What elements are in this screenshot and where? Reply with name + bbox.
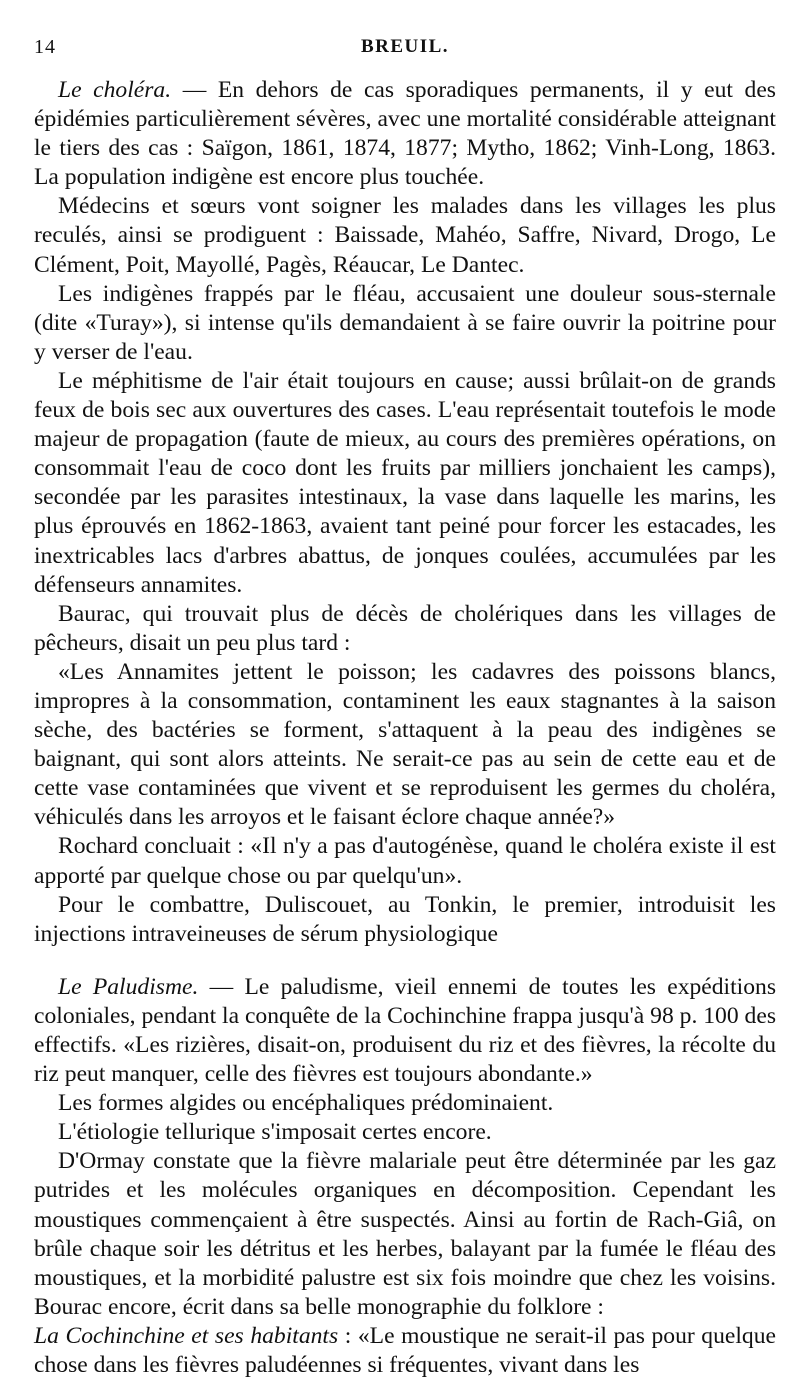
section-title-cholera: Le choléra.: [58, 77, 172, 103]
running-title: BREUIL.: [360, 36, 450, 57]
paragraph: Rochard concluait : «Il n'y a pas d'autogénèse, quand le choléra existe il est apporté par quelque chose ou par quelqu'un».: [34, 833, 776, 889]
body-text: [34, 76, 776, 1380]
paragraph: Les indigènes frappés par le fléau, accusaient une douleur sous-sternale (dite «Turay»), si intense qu'ils demandaient à se faire ouvrir la poitrine pour y verser de l'eau.: [34, 280, 776, 365]
paragraph: D'Ormay constate que la fièvre malariale peut être déterminée par les gaz putrides et les molécules organiques en décomposition. Cependant les moustiques commençaient à être suspectés. Ainsi au fortin de Rach-Giâ, on brûle chaque soir les détritus et les herbes, balayant par la fumée le fléau des moustiques, et la morbidité palustre est six fois moindre que chez les voisins. Bourac encore, écrit dans sa belle monographie du folklore :: [34, 1148, 776, 1320]
paragraph: Pour le combattre, Duliscouet, au Tonkin, le premier, introduisit les injections intraveineuses de sérum physiologique: [34, 891, 776, 947]
paragraph-text: — En dehors de cas sporadiques permanents, il y eut des épidémies particulièrement sévères, avec une mortalité considérable atteignant le tiers des cas : Saïgon, 1861, 1874, 1877; Mytho, 1862; Vinh-Long, 1863. La population indigène est encore plus touchée.: [34, 77, 776, 191]
paragraph: Le méphitisme de l'air était toujours en cause; aussi brûlait-on de grands feux de bois sec aux ouvertures des cases. L'eau représentait toutefois le mode majeur de propagation (faute de mieux, au cours des premières opérations, on consommait l'eau de coco dont les fruits par milliers jonchaient les camps), secondée par les parasites intestinaux, la vase dans laquelle les marins, les plus éprouvés en 1862-1863, avaient tant peiné pour forcer les estacades, les inextricables lacs d'arbres abattus, de jonques coulées, accumulées par les défenseurs annamites.: [34, 367, 776, 598]
paragraph-last: [34, 1322, 776, 1380]
paragraph: Médecins et sœurs vont soigner les malades dans les villages les plus reculés, ainsi se prodiguent : Baissade, Mahéo, Saffre, Nivard, Drogo, Le Clément, Poit, Mayollé, Pagès, Réaucar, Le Dantec.: [34, 193, 776, 278]
paragraph: Baurac, qui trouvait plus de décès de cholériques dans les villages de pêcheurs, disait un peu plus tard :: [34, 600, 776, 656]
quotation-paragraph: «Les Annamites jettent le poisson; les cadavres des poissons blancs, impropres à la consommation, contaminent les eaux stagnantes à la saison sèche, des bactéries se forment, s'attaquent à la peau des indigènes se baignant, qui sont alors atteints. Ne serait-ce pas au sein de cette eau et de cette vase contaminées que vivent et se reproduisent les germes du choléra, véhiculés dans les arroyos et le faisant éclore chaque année?»: [34, 658, 776, 831]
paragraph: Les formes algides ou encéphaliques prédominaient.: [58, 1090, 554, 1117]
paragraph-text: : «Le moustique ne serait-il pas pour quelque chose dans les fièvres paludéennes si fréquentes, vivant dans les: [34, 1322, 776, 1379]
paragraph-paludisme-intro: [34, 973, 776, 1089]
book-title: La Cochinchine et ses habitants: [34, 1322, 339, 1349]
paragraph: L'étiologie tellurique s'imposait certes encore.: [58, 1119, 492, 1146]
paragraph-text: — Le paludisme, vieil ennemi de toutes les expéditions coloniales, pendant la conquête de la Cochinchine frappa jusqu'à 98 p. 100 des effectifs. «Les rizières, disait-on, produisent du riz et des fièvres, la récolte du riz peut manquer, celle des fièvres est toujours abondante.»: [34, 973, 776, 1088]
page-header: [34, 36, 776, 76]
page-number: 14: [34, 36, 56, 58]
paragraph-cholera-intro: [34, 76, 776, 192]
document-page: [34, 36, 776, 1380]
section-title-paludisme: Le Paludisme.: [58, 973, 199, 1000]
